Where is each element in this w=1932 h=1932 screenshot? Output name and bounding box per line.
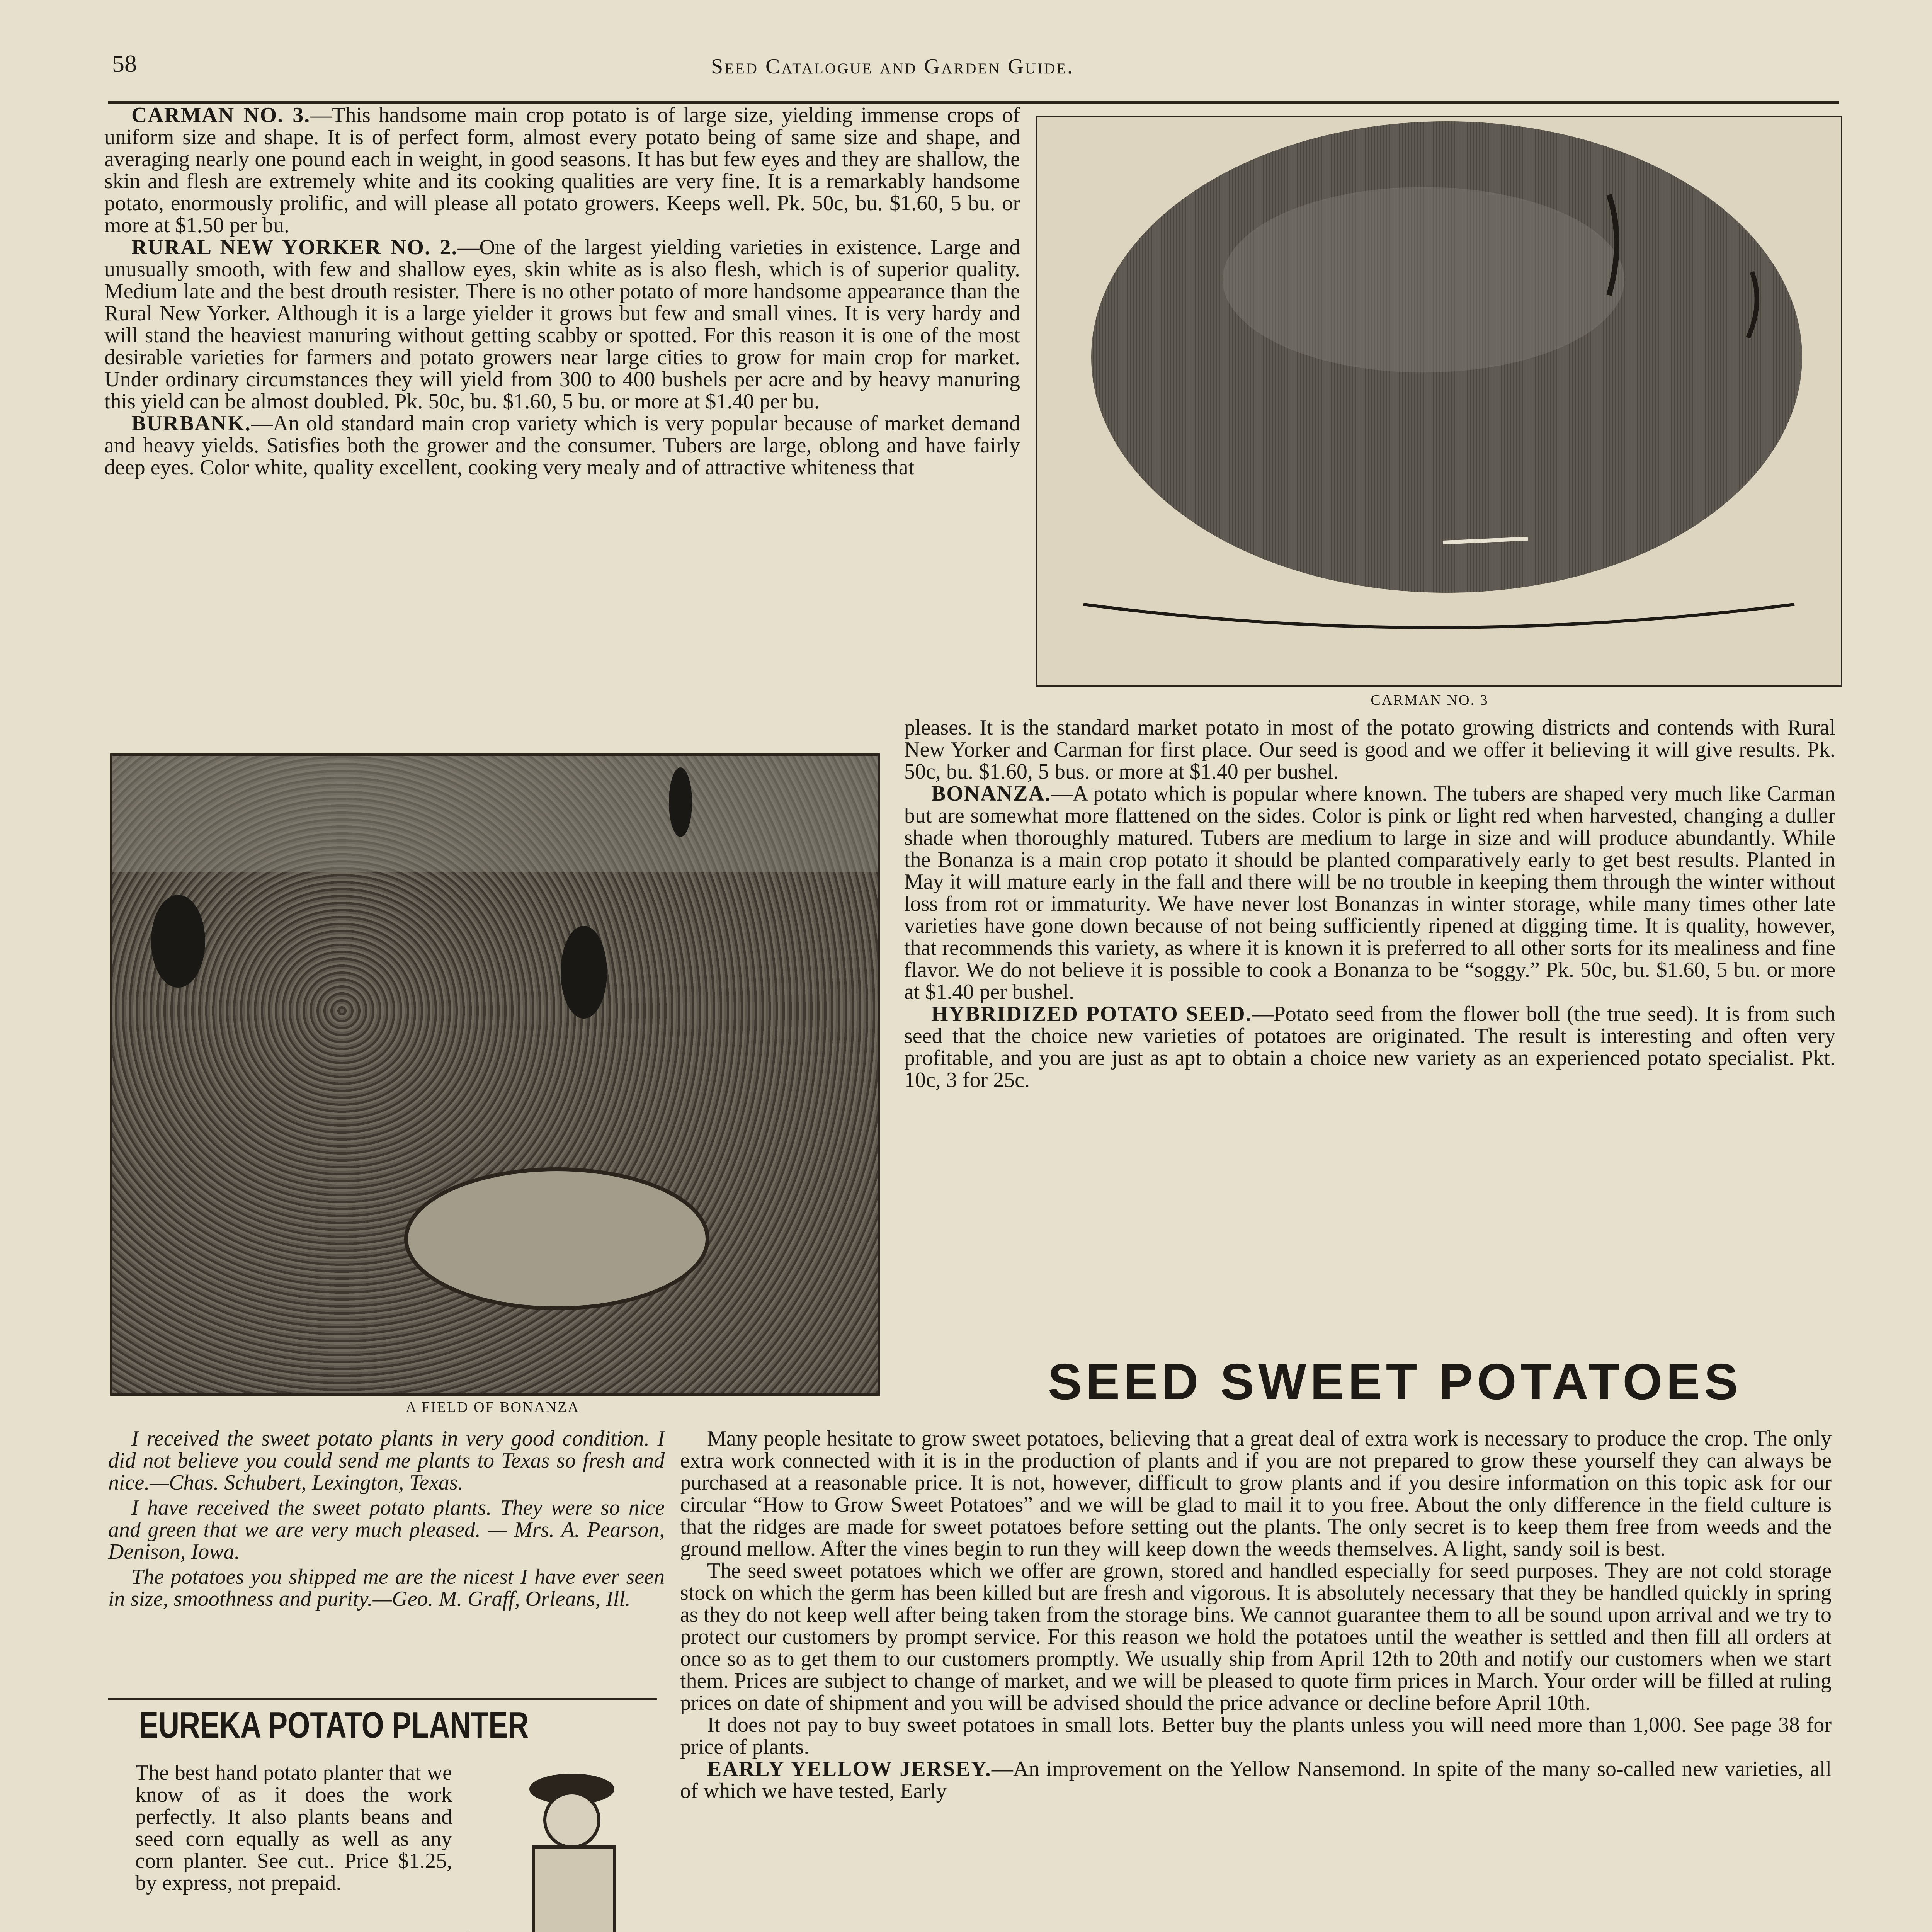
testimonial-2: I have received the sweet potato plants. They were so nice and green that we are very much pleased. — Mrs. A. Pearson, Denison, Iowa.: [108, 1496, 665, 1564]
burbank-entry: [104, 413, 1020, 479]
testimonial-1: I received the sweet potato plants in very good condition. I did not believe you could send me plants to Texas so fresh and nice.—Chas. Schubert, Lexington, Texas.: [108, 1427, 665, 1495]
hybridized-entry: [904, 1003, 1835, 1091]
carman-potato-illustration: [1036, 116, 1842, 687]
carman-entry: [104, 104, 1020, 236]
planter-man-drawing: [386, 1762, 657, 1932]
burbank-text: —An old standard main crop variety which is very popular because of market demand and heavy yields. Satisfies both the grower and the consumer. Tubers are large, oblong and have fairly deep eyes. Color white, quality excellent, cooking very mealy and of attractive whiteness that: [104, 412, 1020, 480]
bonanza-text: —A potato which is popular where known. The tubers are shaped very much like Carman but are somewhat more flattened on the sides. Color is pink or light red when harvested, changing a duller shade when thoroughly matured. Tubers are medium to large in size and will produce abundantly. While the Bonanza is a main crop potato it should be planted comparatively early to get best results. Planted in May it will mature early in the fall and there will be no trouble in keeping them through the winter without loss from rot or immaturity. We have never lost Bonanzas in winter storage, while many times other late varieties have gone down because of not being sufficiently ripened at digging time. It is quality, however, that recommends this variety, as where it is known it is preferred to all other sorts for its mealiness and fine flavor. We do not believe it is possible to cook a Bonanza to be “soggy.” Pk. 50c, bu. $1.60, 5 bu. or more at $1.40 per bushel.: [904, 782, 1835, 1004]
testimonials: [108, 1428, 665, 1613]
sweet-para-2: The seed sweet potatoes which we offer are grown, stored and handled especially for seed purposes. They are not cold storage stock on which the germ has been killed but are fresh and vigorous. It is absolutely necessary that they be handled quickly in spring as they do not keep well after being taken from the storage bins. We cannot guarantee them to all be sound upon arrival and we try to protect our customers by prompt service. For this reason we hold the potatoes until the weather is settled and then fill all orders at once so as to get them to our customers promptly. We usually ship from April 12th to 20th and notify our customers when we start them. Prices are subject to change of market, and we will be pleased to quote firm prices in March. Your order will be filled at ruling prices on date of shipment and you will be advised should the price advance or decline before April 10th.: [680, 1559, 1832, 1715]
field-caption: A FIELD OF BONANZA: [406, 1399, 580, 1415]
sweet-para-1: Many people hesitate to grow sweet potatoes, believing that a great deal of extra work is necessary to produce the crop. The only extra work connected with it is in the production of plants and if you are not prepared to grow these yourself they can always be purchased at a reasonable price. It is not, however, difficult to grow plants and if you desire information on this topic ask for our circular “How to Grow Sweet Potatoes” and we will be glad to mail it to you free. About the only difference in the field culture is that the ridges are made for sweet potatoes before setting out the plants. The only secret is to keep them free from weeds and the ground mellow. After the vines begin to run they will keep down the weeds themselves. A light, sandy soil is best.: [680, 1427, 1832, 1561]
sweet-potatoes-heading: SEED SWEET POTATOES: [1048, 1353, 1742, 1410]
planter-illustration: [386, 1762, 657, 1932]
carman-title: CARMAN NO. 3.: [131, 103, 311, 127]
early-jersey-entry: [680, 1758, 1832, 1802]
bonanza-title: BONANZA.: [931, 782, 1051, 806]
carman-text: —This handsome main crop potato is of large size, yielding immense crops of uniform size and shape. It is of perfect form, almost every potato being of same size and shape, and averaging nearly one pound each in weight, in good seasons. It has but few eyes and they are shallow, the skin and flesh are extremely white and its cooking qualities are very fine. It is a remarkably handsome potato, enormously prolific, and will please all potato growers. Keeps well. Pk. 50c, bu. $1.60, 5 bu. or more at $1.50 per bu.: [104, 103, 1020, 237]
bonanza-entry: [904, 783, 1835, 1003]
sweet-para-3: It does not pay to buy sweet potatoes in small lots. Better buy the plants unless you will need more than 1,000. See page 38 for price of plants.: [680, 1713, 1832, 1759]
field-of-bonanza-photo: [110, 753, 880, 1396]
early-jersey-title: EARLY YELLOW JERSEY.: [707, 1757, 992, 1781]
burbank-continued: pleases. It is the standard market potato in most of the potato growing districts and contends with Rural New Yorker and Carman for first place. Our seed is good and we offer it believing it will give results. Pk. 50c, bu. $1.60, 5 bus. or more at $1.40 per bushel.: [904, 716, 1835, 784]
hybridized-title: HYBRIDIZED POTATO SEED.: [931, 1002, 1252, 1026]
burbank-title: BURBANK.: [131, 412, 252, 435]
hybridized-text: —Potato seed from the flower boll (the true seed). It is from such seed that the choice new varieties of potatoes are originated. The result is interesting and often very profitable, and you are just as apt to obtain a choice new variety as an experienced potato specialist. Pkt. 10c, 3 for 25c.: [904, 1002, 1835, 1092]
planter-text: The best hand potato planter that we know of as it does the work perfectly. It also plants beans and seed corn equally as well as any corn planter. See cut.. Price $1.25, by express, not prepaid.: [135, 1761, 452, 1895]
running-title: Seed Catalogue and Garden Guide.: [711, 54, 1074, 78]
sweet-potato-intro: [680, 1428, 1832, 1802]
planter-heading: EUREKA POTATO PLANTER: [139, 1704, 529, 1746]
early-jersey-text-a: —An improvement on the Yellow Nansemond. In spite of the many so-called new varieties, all of which we have tested, Early: [680, 1757, 1832, 1803]
page-number: 58: [112, 50, 137, 77]
carman-caption: CARMAN NO. 3: [1371, 692, 1489, 708]
rural-text: —One of the largest yielding varieties in existence. Large and unusually smooth, with few and shallow eyes, skin white as is also flesh, which is of superior quality. Medium late and the best drouth resister. There is no other potato of more handsome appearance than the Rural New Yorker. Although it is a large yielder it grows but few and small vines. It is very hardy and will stand the heaviest manuring without getting scabby or spotted. For this reason it is one of the most desirable varieties for farmers and potato growers near large cities to grow for main crop for market. Under ordinary circumstances they will yield from 300 to 400 bushels per acre and by heavy manuring this yield can be almost doubled. Pk. 50c, bu. $1.60, 5 bu. or more at $1.40 per bu.: [104, 235, 1020, 413]
rural-title: RURAL NEW YORKER NO. 2.: [131, 235, 458, 259]
potato-drawing: [1037, 117, 1841, 685]
field-workers-silhouettes: [112, 756, 878, 1393]
testimonial-rule: [108, 1698, 657, 1700]
upper-right-column: [904, 717, 1835, 1091]
upper-left-column: [104, 104, 1020, 479]
rural-entry: [104, 236, 1020, 413]
testimonial-3: The potatoes you shipped me are the nicest I have ever seen in size, smoothness and purity.—Geo. M. Graff, Orleans, Ill.: [108, 1565, 665, 1611]
